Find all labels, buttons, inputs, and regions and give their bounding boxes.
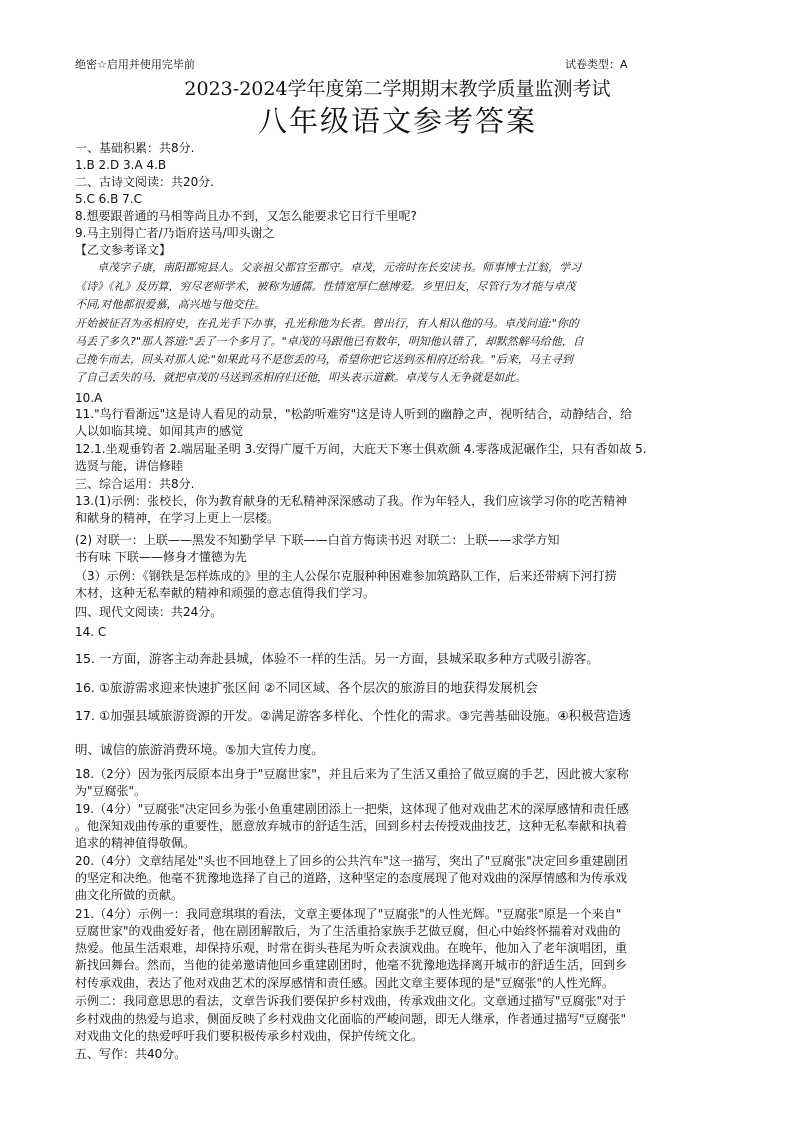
answer-line: 1.B 2.D 3.A 4.B — [75, 158, 167, 172]
answer-line: 选贤与能，讲信修睦 — [75, 459, 184, 473]
answer-line: 人以如临其境、如闻其声的感觉 — [75, 424, 244, 438]
answer-line: 对戏曲文化的热爱呼吁我们要积极传承乡村戏曲，保护传统文化。 — [75, 1029, 424, 1043]
answer-line: 曲文化所做的贡献。 — [75, 888, 184, 902]
answer-line: 10.A — [75, 391, 103, 405]
answer-line: 卓茂字子康，南阳郡宛县人。父亲祖父都官至郡守。卓茂，元帝时在长安读书。师事博士江翁，学习 — [75, 261, 581, 274]
page-title: 八年级语文参考答案 — [257, 104, 537, 138]
section-heading: 一、基础积累：共8分. — [75, 141, 195, 155]
translation-heading: 【乙文参考译文】 — [75, 243, 172, 257]
exam-title: 2023-2024学年度第二学期期末教学质量监测考试 — [184, 78, 611, 100]
answer-line: 开始被征召为丞相府史，在孔光手下办事，孔光称他为长者。曾出行，有人相认他的马。卓茂问道:"你的 — [75, 317, 579, 330]
answer-line: 了自己丢失的马，就把卓茂的马送到丞相府归还他，叩头表示道歉。卓茂与人无争就是如此。 — [75, 371, 526, 384]
answer-line: 乡村戏曲的热爱与追求，侧面反映了乡村戏曲文化面临的严峻问题，即无人继承，作者通过描写"豆腐张" — [75, 1012, 627, 1026]
answer-line: 明、诚信的旅游消费环境。⑤加大宣传力度。 — [75, 742, 324, 757]
answer-line: 20.（4分）文章结尾处"头也不回地登上了回乡的公共汽车"这一描写，突出了"豆腐张"决定回乡重建剧团 — [75, 854, 628, 868]
answer-line: 为"豆腐张"。 — [75, 784, 147, 798]
answer-line: 己挽车而去，回头对那人说:"如果此马不是您丢的马，希望你把它送到丞相府还给我。"后来，马主寻到 — [75, 353, 573, 366]
section-heading: 三、综合运用：共8分. — [75, 477, 195, 491]
answer-line: 马丢了多久?"那人答道:"丢了一个多月了。"卓茂的马跟他已有数年，明知他认错了，却默然解马给他，自 — [75, 335, 584, 348]
section-heading: 二、古诗文阅读：共20分. — [75, 175, 215, 189]
answer-line: 12.1.坐观垂钓者 2.端居耻圣明 3.安得广厦千万间，大庇天下寒士俱欢颜 4.零落成泥碾作尘，只有香如故 5. — [75, 442, 647, 456]
answer-line: 21.（4分）示例一：我同意琪琪的看法，文章主要体现了"豆腐张"的人性光辉。"豆腐张"原是一个来自" — [75, 907, 622, 921]
section-heading: 四、现代文阅读：共24分。 — [75, 605, 223, 619]
answer-line: 18.（2分）因为张丙辰原本出身于"豆腐世家"，并且后来为了生活又重拾了做豆腐的手艺，因此被大家称 — [75, 767, 629, 781]
answer-line: 8.想要跟普通的马相等尚且办不到，又怎么能要求它日行千里呢? — [75, 209, 417, 223]
answer-line: 的坚定和决绝。他毫不犹豫地选择了自己的道路，这种坚定的态度展现了他对戏曲的深厚情感和为传承戏 — [75, 871, 628, 885]
confidential-label: 绝密☆启用并使用完毕前 — [75, 58, 195, 71]
answer-line: 16. ①旅游需求迎来快速扩张区间 ②不同区域、各个层次的旅游目的地获得发展机会 — [75, 680, 538, 695]
answer-line: （3）示例：《钢铁是怎样炼成的》里的主人公保尔克服种种困难参加筑路队工作，后来还带病下河打捞 — [75, 569, 617, 583]
answer-line: 豆腐世家"的戏曲爱好者，他在剧团解散后，为了生活重拾家族手艺做豆腐，但心中始终怀揣着对戏曲的 — [75, 924, 621, 938]
paper-type-label: 试卷类型：A — [565, 58, 628, 71]
answer-line: 19.（4分）"豆腐张"决定回乡为张小鱼重建剧团添上一把柴，这体现了他对戏曲艺术的深厚感情和责任感 — [75, 802, 629, 816]
answer-line: 村传承戏曲，表达了他对戏曲艺术的深厚感情和责任感。因此文章主要体现的是"豆腐张"的人性光辉。 — [75, 976, 615, 990]
answer-line: (2) 对联一：上联——黑发不知勤学早 下联——白首方悔读书迟 对联二：上联——求学方知 — [75, 533, 560, 547]
answer-line: 14. C — [75, 625, 107, 639]
answer-line: 《诗》《礼》及历算，穷尽老师学术，被称为通儒。性情宽厚仁慈博爱。乡里旧友，尽管行为才能与卓茂 — [75, 280, 576, 293]
answer-line: 17. ①加强县域旅游资源的开发。②满足游客多样化、个性化的需求。③完善基础设施。④积极营造透 — [75, 708, 632, 723]
answer-line: 15. 一方面，游客主动奔赴县城，体验不一样的生活。另一方面，县城采取多种方式吸引游客。 — [75, 651, 599, 666]
answer-line: 不同,对他都很爱慕，高兴地与他交往。 — [75, 298, 266, 311]
answer-line: 示例二：我同意思思的看法，文章告诉我们要保护乡村戏曲，传承戏曲文化。文章通过描写"豆腐张"对于 — [75, 994, 627, 1008]
answer-line: 13.(1)示例：张校长，你为教育献身的无私精神深深感动了我。作为年轻人，我们应该学习你的吃苦精神 — [75, 494, 628, 508]
answer-line: 书有味 下联——修身才懂德为先 — [75, 550, 247, 564]
answer-line: 木材，这种无私奉献的精神和顽强的意志值得我们学习。 — [75, 586, 376, 600]
answer-line: 。他深知戏曲传承的重要性，愿意放弃城市的舒适生活，回到乡村去传授戏曲技艺，这种无私奉献和执着 — [75, 819, 628, 833]
answer-line: 新找回舞台。然而，当他的徒弟邀请他回乡重建剧团时，他毫不犹豫地选择离开城市的舒适生活，回到乡 — [75, 958, 628, 972]
answer-line: 追求的精神值得敬佩。 — [75, 836, 196, 850]
answer-line: 热爱。他虽生活艰难，却保持乐观，时常在街头巷尾为听众表演戏曲。在晚年，他加入了老年演唱团，重 — [75, 941, 628, 955]
answer-line: 和献身的精神，在学习上更上一层楼。 — [75, 511, 280, 525]
answer-line: 5.C 6.B 7.C — [75, 192, 142, 206]
answer-line: 9.马主别得亡者/乃诣府送马/叩头谢之 — [75, 226, 275, 240]
answer-line: 五、写作：共40分。 — [75, 1047, 187, 1061]
answer-line: 11."鸟行看渐远"这是诗人看见的动景，"松韵听难穷"这是诗人听到的幽静之声，视听结合，动静结合，给 — [75, 407, 633, 421]
